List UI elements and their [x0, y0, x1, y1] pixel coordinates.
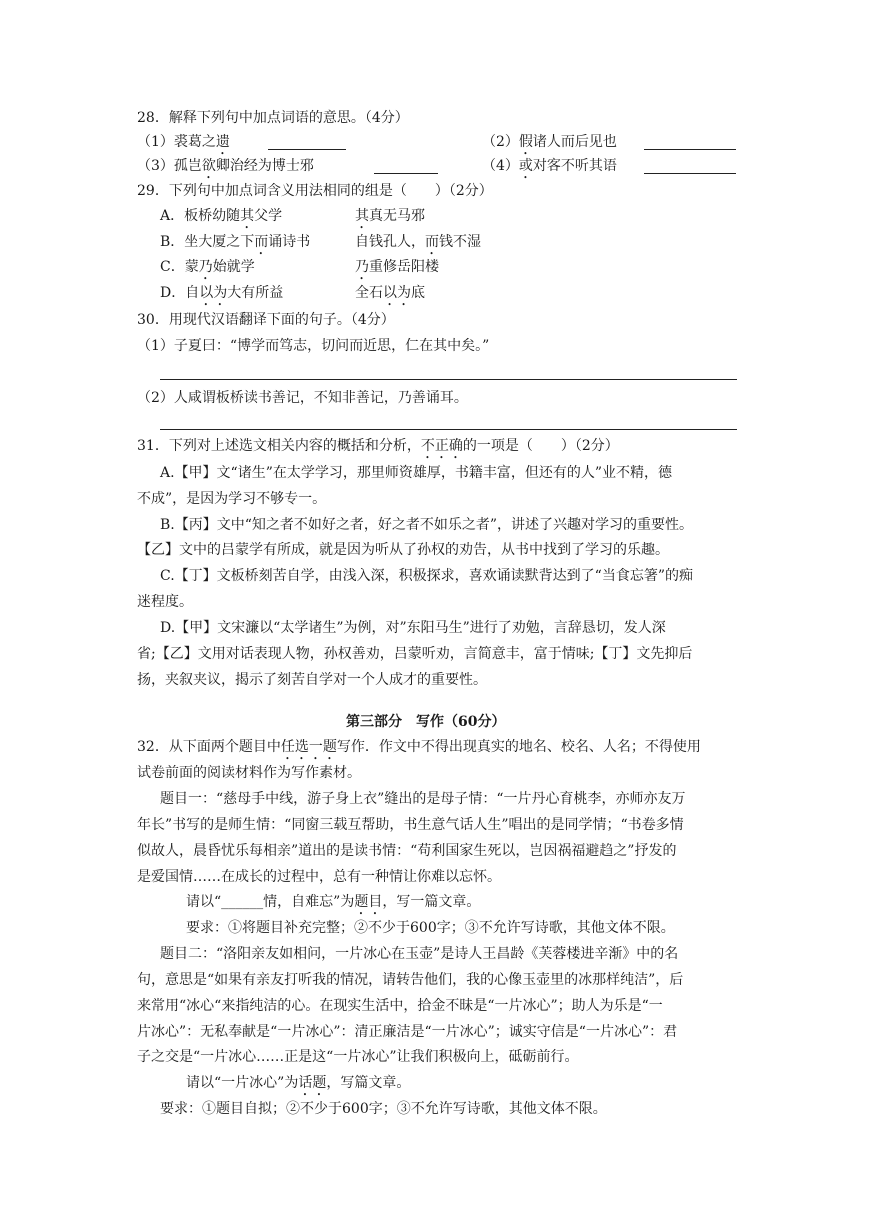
- topic1-requirements: 要求：①将题目补充完整；②不少于600字；③不允许写诗歌，其他文体不限。: [186, 920, 675, 936]
- part3-heading: 第三部分 写作（60分）: [346, 714, 506, 730]
- q28-stem: 28．解释下列句中加点词语的意思。（4分）: [137, 110, 409, 126]
- q28-item-2: （2）假诸人而后见也: [482, 134, 617, 150]
- q31-option-c-line-1: C.【丁】文板桥刻苦自学，由浅入深，积极探求，喜欢诵读默背达到了“当食忘箸”的痴: [160, 568, 693, 584]
- q28-item-1: （1）裘葛之遗: [137, 134, 230, 150]
- q32-stem-line-1: 32．从下面两个题目中任选一题写作．作文中不得出现真实的地名、校名、人名；不得使用: [137, 739, 701, 755]
- topic2-line-3: 来常用“冰心“来指纯洁的心。在现实生活中，拾金不昧是“一片冰心”；助人为乐是“一: [137, 998, 663, 1014]
- q31-stem: 31．下列对上述选文相关内容的概括和分析，不正确的一项是（ ）（2分）: [137, 438, 619, 454]
- q30-answer-line-2[interactable]: [160, 429, 737, 430]
- topic2-requirements: 要求：①题目自拟；②不少于600字；③不允许写诗歌，其他文体不限。: [160, 1101, 607, 1117]
- q31-option-a-line-1: A.【甲】文“诸生”在太学学习，那里师资雄厚，书籍丰富，但还有的人”业不精，德: [160, 465, 673, 481]
- q31-option-d-line-2: 省;【乙】文用对话表现人物，孙权善劝，吕蒙听劝，言简意丰，富于情味;【丁】文先抑后: [137, 646, 693, 662]
- topic2-line-5: 子之交是“一片冰心……正是这“一片冰心”让我们积极向上，砥砺前行。: [137, 1049, 579, 1065]
- q28-answer-blank-2[interactable]: [644, 149, 736, 150]
- q29-option-d-left: D．自以为大有所益: [160, 285, 284, 301]
- q32-stem-line-2: 试卷前面的阅读材料作为写作素材。: [137, 765, 361, 781]
- q29-option-d-right: 全石以为底: [355, 285, 425, 301]
- topic2-line-1: 题目二：“洛阳亲友如相问，一片冰心在玉壶”是诗人王昌龄《芙蓉楼进辛渐》中的名: [160, 946, 679, 962]
- topic2-instruction: 请以“一片冰心”为话题，写篇文章。: [186, 1075, 411, 1091]
- q30-sentence-1: （1）子夏曰：“博学而笃志，切问而近思，仁在其中矣。”: [137, 338, 490, 354]
- q28-answer-blank-3[interactable]: [374, 173, 438, 174]
- q31-option-d-line-3: 扬，夹叙夹议，揭示了刻苦自学对一个人成才的重要性。: [137, 672, 487, 688]
- q29-option-c-left: C．蒙乃始就学: [160, 259, 255, 275]
- q30-answer-line-1[interactable]: [160, 379, 737, 380]
- q29-option-a-left: A．板桥幼随其父学: [160, 208, 283, 224]
- topic1-line-2: 年长”书写的是师生情：“同窗三载互帮助，书生意气话人生”唱出的是同学情；“书卷多情: [137, 817, 684, 833]
- q28-item-3: （3）孤岂欲卿治经为博士邪: [137, 158, 314, 174]
- topic2-line-2: 句，意思是“如果有亲友打听我的情况，请转告他们，我的心像玉壶里的冰那样纯洁”，后: [137, 972, 684, 988]
- q31-option-b-line-2: 【乙】文中的吕蒙学有所成，就是因为听从了孙权的劝告，从书中找到了学习的乐趣。: [137, 542, 669, 558]
- topic1-line-4: 是爱国情……在成长的过程中，总有一种情让你难以忘怀。: [137, 869, 501, 885]
- q28-answer-blank-1[interactable]: [268, 149, 346, 150]
- q29-option-b-left: B．坐大厦之下而诵诗书: [160, 234, 311, 250]
- q31-option-c-line-2: 迷程度。: [137, 594, 193, 610]
- q28-item-4: （4）或对客不听其语: [482, 158, 617, 174]
- q28-answer-blank-4[interactable]: [644, 173, 736, 174]
- topic1-line-1: 题目一：“慈母手中线，游子身上衣”缝出的是母子情：“一片丹心育桃李，亦师亦友万: [160, 791, 686, 807]
- q31-option-a-line-2: 不成”，是因为学习不够专一。: [137, 491, 327, 507]
- q29-option-c-right: 乃重修岳阳楼: [355, 259, 439, 275]
- q31-option-d-line-1: D.【甲】文宋濂以“太学诸生”为例，对”东阳马生”进行了劝勉，言辞恳切，发人深: [160, 620, 666, 636]
- q29-option-a-right: 其真无马邪: [355, 208, 425, 224]
- q29-option-b-right: 自钱孔人，而钱不湿: [355, 234, 481, 250]
- q29-stem: 29．下列句中加点词含义用法相同的组是（ ）（2分）: [137, 183, 493, 199]
- topic1-line-3: 似故人，晨昏忧乐每相亲”道出的是读书情：“苟利国家生死以，岂因祸福避趋之”抒发的: [137, 843, 677, 859]
- topic1-instruction: 请以“______情，自难忘”为题目，写一篇文章。: [186, 894, 481, 910]
- q30-sentence-2: （2）人咸谓板桥读书善记，不知非善记，乃善诵耳。: [137, 390, 468, 406]
- q30-stem: 30．用现代汉语翻译下面的句子。（4分）: [137, 312, 395, 328]
- topic2-line-4: 片冰心”：无私奉献是“一片冰心”：清正廉洁是“一片冰心”；诚实守信是“一片冰心”：君: [137, 1024, 678, 1040]
- q31-option-b-line-1: B.【丙】文中“知之者不如好之者，好之者不如乐之者”，讲述了兴趣对学习的重要性。: [160, 517, 694, 533]
